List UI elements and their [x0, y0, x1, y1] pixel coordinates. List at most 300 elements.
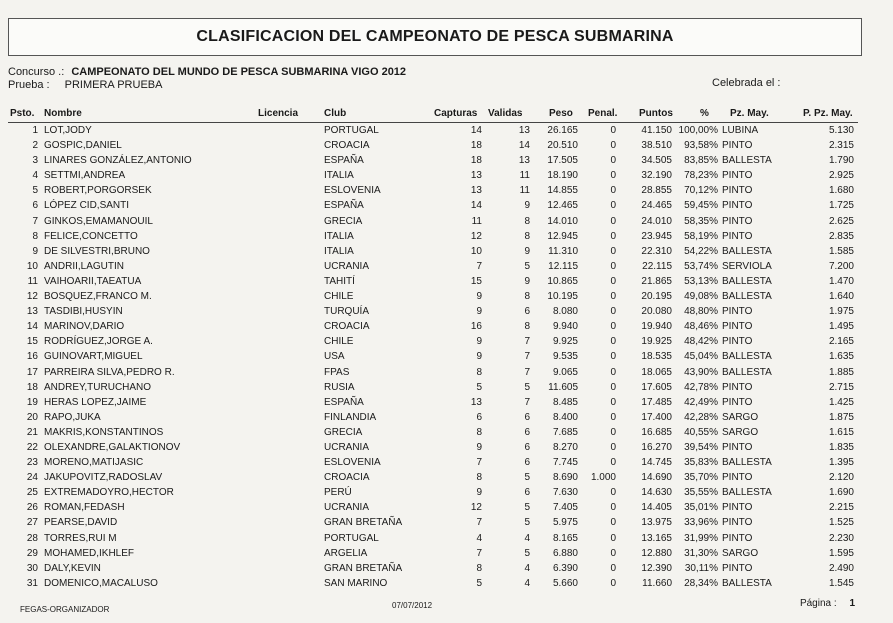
cell-puntos: 24.010	[641, 215, 672, 227]
cell-penal: 0	[610, 351, 616, 363]
table-row	[8, 230, 858, 245]
cell-nombre: DALY,KEVIN	[44, 562, 101, 574]
cell-pzmay: PINTO	[722, 170, 753, 182]
cell-penal: 0	[610, 577, 616, 589]
cell-capturas: 16	[470, 321, 482, 333]
cell-penal: 0	[610, 200, 616, 212]
cell-psto: 28	[26, 532, 38, 544]
cell-pct: 93,58%	[684, 140, 718, 152]
cell-nombre: GINKOS,EMAMANOUIL	[44, 215, 153, 227]
cell-peso: 12.945	[547, 230, 578, 242]
cell-penal: 0	[610, 366, 616, 378]
cell-penal: 0	[610, 170, 616, 182]
cell-puntos: 38.510	[641, 140, 672, 152]
cell-capturas: 5	[476, 381, 482, 393]
concurso-label: Concurso .:	[8, 66, 65, 78]
cell-psto: 13	[26, 306, 38, 318]
cell-peso: 8.080	[552, 306, 578, 318]
cell-nombre: LOT,JODY	[44, 125, 92, 136]
table-row	[8, 275, 858, 290]
cell-penal: 0	[610, 155, 616, 167]
cell-penal: 0	[610, 411, 616, 423]
cell-club: TAHITÍ	[324, 275, 355, 287]
cell-ppzmay: 1.395	[828, 457, 854, 469]
cell-capturas: 7	[476, 547, 482, 559]
cell-peso: 11.310	[548, 245, 578, 257]
cell-capturas: 14	[470, 125, 482, 136]
cell-pzmay: PINTO	[722, 321, 753, 333]
cell-club: ITALIA	[324, 170, 354, 182]
cell-pct: 78,23%	[684, 170, 718, 182]
cell-penal: 0	[610, 321, 616, 333]
cell-puntos: 14.690	[641, 472, 672, 484]
cell-club: UCRANIA	[324, 441, 370, 453]
cell-club: PORTUGAL	[324, 125, 379, 136]
cell-club: ITALIA	[324, 245, 354, 257]
cell-nombre: DOMENICO,MACALUSO	[44, 577, 158, 589]
cell-pzmay: BALLESTA	[722, 366, 772, 378]
cell-penal: 0	[610, 502, 616, 514]
cell-pct: 31,30%	[684, 547, 718, 559]
cell-penal: 0	[610, 457, 616, 469]
cell-peso: 8.165	[552, 532, 578, 544]
cell-capturas: 11	[471, 215, 482, 227]
cell-nombre: FELICE,CONCETTO	[44, 230, 138, 242]
cell-puntos: 17.400	[641, 411, 672, 423]
cell-pzmay: PINTO	[722, 185, 753, 197]
cell-nombre: BOSQUEZ,FRANCO M.	[44, 291, 152, 303]
pagina-value: 1	[849, 598, 855, 609]
cell-puntos: 14.745	[641, 457, 672, 469]
cell-psto: 6	[32, 200, 38, 212]
cell-puntos: 41.150	[641, 125, 672, 136]
cell-peso: 7.685	[552, 426, 578, 438]
cell-pct: 53,74%	[684, 260, 718, 272]
table-row	[8, 154, 858, 169]
cell-puntos: 21.865	[641, 275, 672, 287]
cell-validas: 14	[518, 140, 530, 152]
cell-pct: 28,34%	[684, 577, 718, 589]
cell-pzmay: PINTO	[722, 396, 753, 408]
table-row	[8, 320, 858, 335]
cell-ppzmay: 1.585	[828, 245, 854, 257]
cell-capturas: 13	[470, 170, 482, 182]
cell-validas: 13	[518, 155, 530, 167]
cell-pzmay: PINTO	[722, 336, 753, 348]
cell-ppzmay: 1.975	[828, 306, 854, 318]
col-club: Club	[324, 108, 347, 119]
cell-club: GRECIA	[324, 426, 363, 438]
cell-pct: 58,35%	[684, 215, 718, 227]
cell-puntos: 14.405	[641, 502, 672, 514]
cell-club: CHILE	[324, 291, 354, 303]
cell-pct: 59,45%	[684, 200, 718, 212]
col-pct: %	[700, 108, 709, 119]
cell-penal: 0	[610, 260, 616, 272]
table-row	[8, 169, 858, 184]
page-number	[800, 598, 855, 609]
cell-club: PORTUGAL	[324, 532, 379, 544]
cell-ppzmay: 2.120	[828, 472, 854, 484]
cell-peso: 17.505	[547, 155, 578, 167]
cell-puntos: 28.855	[641, 185, 672, 197]
cell-ppzmay: 2.835	[828, 230, 854, 242]
cell-pzmay: PINTO	[722, 562, 753, 574]
table-row	[8, 245, 858, 260]
cell-psto: 15	[26, 336, 38, 348]
cell-peso: 9.940	[552, 321, 578, 333]
cell-puntos: 20.195	[641, 291, 672, 303]
table-row	[8, 305, 858, 320]
cell-validas: 7	[524, 336, 530, 348]
cell-club: PERÚ	[324, 487, 352, 499]
cell-nombre: GOSPIC,DANIEL	[44, 140, 122, 152]
cell-peso: 10.195	[547, 291, 578, 303]
cell-peso: 11.605	[548, 381, 578, 393]
prueba-label: Prueba :	[8, 79, 50, 91]
table-row	[8, 139, 858, 154]
cell-validas: 6	[524, 306, 530, 318]
prueba-line	[8, 79, 162, 91]
table-row	[8, 411, 858, 426]
cell-ppzmay: 2.625	[828, 215, 854, 227]
cell-penal: 0	[610, 125, 616, 136]
cell-validas: 5	[524, 502, 530, 514]
cell-pzmay: PINTO	[722, 502, 753, 514]
cell-ppzmay: 1.680	[828, 185, 854, 197]
cell-validas: 5	[524, 547, 530, 559]
cell-pct: 83,85%	[684, 155, 718, 167]
cell-ppzmay: 1.425	[828, 396, 854, 408]
cell-validas: 8	[524, 230, 530, 242]
cell-club: ESPAÑA	[324, 396, 364, 408]
cell-peso: 9.065	[552, 366, 578, 378]
table-header	[8, 108, 858, 123]
cell-psto: 1	[32, 125, 38, 136]
cell-club: ITALIA	[324, 230, 354, 242]
cell-nombre: PEARSE,DAVID	[44, 517, 118, 529]
cell-pzmay: BALLESTA	[722, 487, 772, 499]
cell-ppzmay: 1.470	[828, 275, 854, 287]
cell-pzmay: BALLESTA	[722, 155, 772, 167]
cell-validas: 11	[519, 185, 530, 197]
cell-nombre: MARINOV,DARIO	[44, 321, 125, 333]
cell-club: CROACIA	[324, 321, 370, 333]
cell-ppzmay: 1.875	[828, 411, 854, 423]
cell-ppzmay: 1.690	[828, 487, 854, 499]
cell-puntos: 13.165	[641, 532, 672, 544]
table-row	[8, 199, 858, 214]
cell-puntos: 24.465	[641, 200, 672, 212]
cell-puntos: 14.630	[641, 487, 672, 499]
cell-nombre: VAIHOARII,TAEATUA	[44, 275, 142, 287]
cell-validas: 6	[524, 411, 530, 423]
cell-penal: 0	[610, 532, 616, 544]
cell-club: TURQUÍA	[324, 306, 369, 318]
cell-club: FPAS	[324, 366, 350, 378]
table-row	[8, 215, 858, 230]
cell-capturas: 18	[470, 155, 482, 167]
cell-validas: 8	[524, 291, 530, 303]
cell-nombre: SETTMI,ANDREA	[44, 170, 126, 182]
cell-peso: 8.270	[552, 441, 578, 453]
cell-nombre: MAKRIS,KONSTANTINOS	[44, 426, 164, 438]
cell-validas: 7	[524, 366, 530, 378]
cell-capturas: 8	[476, 472, 482, 484]
cell-nombre: EXTREMADOYRO,HECTOR	[44, 487, 174, 499]
table-row	[8, 456, 858, 471]
cell-puntos: 18.535	[641, 351, 672, 363]
cell-capturas: 13	[470, 185, 482, 197]
cell-peso: 14.855	[547, 185, 578, 197]
cell-pzmay: SARGO	[722, 411, 759, 423]
cell-nombre: GUINOVART,MIGUEL	[44, 351, 143, 363]
col-peso: Peso	[549, 108, 573, 119]
cell-nombre: ROBERT,PORGORSEK	[44, 185, 152, 197]
cell-club: FINLANDIA	[324, 411, 377, 423]
cell-pzmay: BALLESTA	[722, 291, 772, 303]
title-box	[8, 18, 862, 56]
pagina-label: Página :	[799, 598, 837, 609]
cell-capturas: 5	[476, 577, 482, 589]
cell-validas: 9	[524, 245, 530, 257]
cell-capturas: 8	[476, 562, 482, 574]
table-row	[8, 396, 858, 411]
cell-puntos: 32.190	[641, 170, 672, 182]
cell-puntos: 17.605	[641, 381, 672, 393]
classification-table	[8, 124, 858, 592]
cell-puntos: 11.660	[642, 577, 672, 589]
cell-pct: 39,54%	[684, 441, 718, 453]
cell-capturas: 7	[476, 457, 482, 469]
cell-validas: 5	[524, 472, 530, 484]
cell-validas: 6	[524, 426, 530, 438]
cell-pct: 48,46%	[684, 321, 718, 333]
cell-club: GRAN BRETAÑA	[324, 562, 403, 574]
cell-ppzmay: 2.230	[828, 532, 854, 544]
cell-pzmay: PINTO	[722, 200, 753, 212]
cell-ppzmay: 1.640	[828, 291, 854, 303]
cell-pzmay: LUBINA	[722, 125, 759, 136]
cell-validas: 5	[524, 381, 530, 393]
cell-psto: 26	[26, 502, 38, 514]
cell-club: USA	[324, 351, 345, 363]
cell-penal: 0	[610, 426, 616, 438]
cell-puntos: 12.390	[641, 562, 672, 574]
cell-pzmay: BALLESTA	[722, 577, 772, 589]
table-row	[8, 426, 858, 441]
cell-ppzmay: 2.715	[828, 381, 854, 393]
cell-club: SAN MARINO	[324, 577, 388, 589]
cell-penal: 0	[610, 336, 616, 348]
cell-pzmay: PINTO	[722, 472, 753, 484]
table-row	[8, 547, 858, 562]
cell-ppzmay: 2.165	[828, 336, 854, 348]
col-penal: Penal.	[588, 108, 618, 119]
cell-nombre: LINARES GONZÁLEZ,ANTONIO	[44, 155, 192, 167]
cell-nombre: PARREIRA SILVA,PEDRO R.	[44, 366, 175, 378]
cell-validas: 11	[519, 170, 530, 182]
cell-pct: 54,22%	[684, 245, 718, 257]
cell-validas: 5	[524, 517, 530, 529]
cell-capturas: 4	[476, 532, 482, 544]
cell-pct: 45,04%	[684, 351, 718, 363]
cell-nombre: HERAS LOPEZ,JAIME	[44, 396, 147, 408]
cell-nombre: TASDIBI,HUSYIN	[44, 306, 123, 318]
cell-pct: 70,12%	[684, 185, 718, 197]
cell-pct: 31,99%	[684, 532, 718, 544]
cell-validas: 7	[524, 396, 530, 408]
cell-pzmay: PINTO	[722, 230, 753, 242]
cell-psto: 29	[26, 547, 38, 559]
cell-validas: 5	[524, 260, 530, 272]
cell-psto: 10	[26, 260, 38, 272]
col-validas: Validas	[488, 108, 523, 119]
cell-pct: 53,13%	[684, 275, 718, 287]
cell-psto: 5	[32, 185, 38, 197]
cell-nombre: DE SILVESTRI,BRUNO	[44, 245, 150, 257]
cell-club: CHILE	[324, 336, 354, 348]
cell-ppzmay: 7.200	[828, 260, 854, 272]
cell-pzmay: PINTO	[722, 140, 753, 152]
cell-validas: 13	[518, 125, 530, 136]
cell-peso: 8.690	[552, 472, 578, 484]
cell-psto: 7	[32, 215, 38, 227]
table-row	[8, 501, 858, 516]
cell-validas: 8	[524, 321, 530, 333]
cell-pzmay: BALLESTA	[722, 245, 772, 257]
cell-nombre: LÓPEZ CID,SANTI	[44, 200, 130, 212]
cell-validas: 4	[524, 532, 530, 544]
cell-peso: 5.975	[552, 517, 578, 529]
cell-pzmay: SARGO	[722, 547, 759, 559]
footer-organizer: FEGAS-ORGANIZADOR	[20, 605, 110, 614]
cell-pct: 42,49%	[684, 396, 718, 408]
cell-pct: 35,83%	[684, 457, 718, 469]
cell-capturas: 9	[476, 487, 482, 499]
cell-penal: 1.000	[590, 472, 616, 484]
col-nombre: Nombre	[44, 108, 82, 119]
cell-pzmay: PINTO	[722, 441, 753, 453]
cell-penal: 0	[610, 215, 616, 227]
table-row	[8, 441, 858, 456]
cell-pct: 48,80%	[684, 306, 718, 318]
cell-capturas: 9	[476, 306, 482, 318]
col-capturas: Capturas	[434, 108, 478, 119]
cell-psto: 22	[26, 441, 38, 453]
cell-puntos: 20.080	[641, 306, 672, 318]
cell-peso: 7.630	[552, 487, 578, 499]
cell-nombre: MORENO,MATIJASIC	[44, 457, 144, 469]
cell-capturas: 7	[476, 517, 482, 529]
cell-peso: 20.510	[547, 140, 578, 152]
celebrada-label: Celebrada el :	[712, 77, 781, 89]
col-psto: Psto.	[10, 108, 35, 119]
cell-nombre: ROMAN,FEDASH	[44, 502, 125, 514]
cell-peso: 10.865	[547, 275, 578, 287]
cell-peso: 12.115	[548, 260, 578, 272]
cell-pct: 40,55%	[684, 426, 718, 438]
cell-pct: 100,00%	[678, 125, 718, 136]
cell-penal: 0	[610, 487, 616, 499]
cell-psto: 21	[26, 426, 38, 438]
cell-nombre: RODRÍGUEZ,JORGE A.	[44, 336, 153, 348]
cell-ppzmay: 1.495	[828, 321, 854, 333]
cell-penal: 0	[610, 230, 616, 242]
cell-penal: 0	[610, 275, 616, 287]
cell-club: ESPAÑA	[324, 155, 364, 167]
cell-puntos: 19.940	[641, 321, 672, 333]
cell-validas: 6	[524, 487, 530, 499]
table-row	[8, 486, 858, 501]
cell-pzmay: PINTO	[722, 215, 753, 227]
cell-club: UCRANIA	[324, 502, 370, 514]
cell-puntos: 18.065	[641, 366, 672, 378]
cell-penal: 0	[610, 441, 616, 453]
cell-pct: 35,01%	[684, 502, 718, 514]
cell-nombre: RAPO,JUKA	[44, 411, 101, 423]
cell-ppzmay: 1.835	[828, 441, 854, 453]
table-row	[8, 381, 858, 396]
cell-capturas: 15	[470, 275, 482, 287]
cell-pct: 30,11%	[684, 562, 718, 574]
cell-peso: 9.925	[552, 336, 578, 348]
cell-peso: 6.880	[552, 547, 578, 559]
cell-capturas: 7	[476, 260, 482, 272]
table-row	[8, 350, 858, 365]
cell-pct: 48,42%	[684, 336, 718, 348]
cell-psto: 8	[32, 230, 38, 242]
col-licencia: Licencia	[258, 108, 299, 119]
cell-psto: 30	[26, 562, 38, 574]
cell-capturas: 8	[476, 366, 482, 378]
cell-psto: 2	[32, 140, 38, 152]
cell-club: GRAN BRETAÑA	[324, 517, 403, 529]
cell-validas: 7	[524, 351, 530, 363]
cell-peso: 7.745	[552, 457, 578, 469]
cell-peso: 12.465	[547, 200, 578, 212]
cell-pzmay: PINTO	[722, 532, 753, 544]
concurso-line	[8, 66, 406, 78]
cell-ppzmay: 2.925	[828, 170, 854, 182]
cell-ppzmay: 1.615	[828, 426, 854, 438]
cell-validas: 9	[524, 275, 530, 287]
cell-psto: 9	[32, 245, 38, 257]
table-row	[8, 577, 858, 592]
cell-pzmay: BALLESTA	[722, 351, 772, 363]
cell-psto: 14	[26, 321, 38, 333]
cell-psto: 23	[26, 457, 38, 469]
cell-puntos: 16.685	[641, 426, 672, 438]
cell-nombre: TORRES,RUI M	[44, 532, 117, 544]
cell-penal: 0	[610, 140, 616, 152]
cell-pzmay: BALLESTA	[722, 457, 772, 469]
table-row	[8, 124, 858, 139]
cell-capturas: 12	[470, 502, 482, 514]
cell-psto: 17	[26, 366, 38, 378]
cell-ppzmay: 1.725	[828, 200, 854, 212]
cell-pzmay: PINTO	[722, 381, 753, 393]
cell-psto: 12	[26, 291, 38, 303]
cell-psto: 19	[26, 396, 38, 408]
cell-validas: 4	[524, 562, 530, 574]
cell-peso: 8.485	[552, 396, 578, 408]
cell-peso: 6.390	[552, 562, 578, 574]
cell-penal: 0	[610, 306, 616, 318]
table-row	[8, 366, 858, 381]
table-row	[8, 516, 858, 531]
cell-peso: 7.405	[552, 502, 578, 514]
